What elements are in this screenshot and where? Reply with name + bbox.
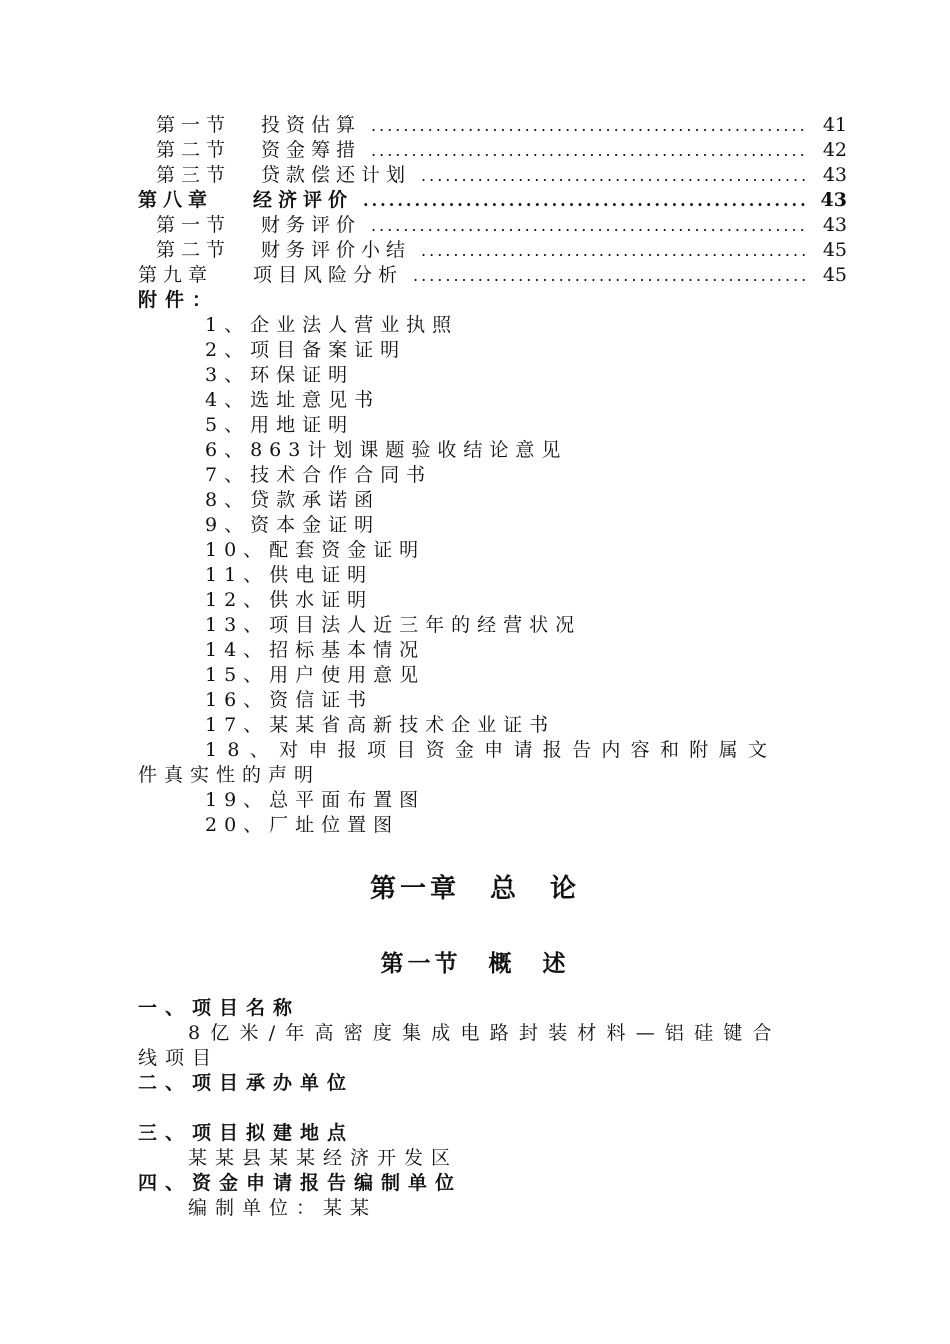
list-item: 4、选址意见书: [205, 389, 381, 411]
list-item: 16、资信证书: [205, 689, 374, 711]
item3-text: 某某县某某经济开发区: [188, 1147, 459, 1169]
toc-title: 投资估算: [261, 114, 362, 136]
toc-title: 项目风险分析: [253, 264, 404, 286]
toc-leader: [421, 163, 809, 188]
toc-page: 43: [822, 164, 847, 186]
toc-row: [138, 163, 847, 188]
toc-label: 第一节: [156, 114, 232, 136]
toc-page: 45: [822, 264, 847, 286]
list-item: 17、某某省高新技术企业证书: [205, 714, 556, 736]
item1-line2: 线项目: [138, 1047, 220, 1069]
toc-label: 第八章: [138, 189, 214, 211]
list-item: 11、供电证明: [205, 564, 374, 586]
list-item: 9、资本金证明: [205, 514, 381, 536]
toc-page: 43: [822, 214, 847, 236]
section-title: 第一节 概 述: [380, 951, 570, 977]
list-item: 19、总平面布置图: [205, 789, 426, 811]
toc-label: 第二节: [156, 239, 232, 261]
item1-line1: 8亿米/年高密度集成电路封装材料—铝硅键合: [188, 1022, 782, 1044]
attachment-18-continued: 件真实性的声明: [138, 764, 321, 786]
toc-title: 经济评价: [253, 189, 354, 211]
item2-heading: 二、项目承办单位: [138, 1072, 355, 1094]
toc-label: 第三节: [156, 164, 232, 186]
list-item: 3、环保证明: [205, 364, 355, 386]
list-item: 5、用地证明: [205, 414, 355, 436]
toc-title: 财务评价小结: [261, 239, 412, 261]
toc-label: 第一节: [156, 214, 232, 236]
list-item: 2、项目备案证明: [205, 339, 407, 361]
list-item: 10、配套资金证明: [205, 539, 426, 561]
toc-label: 第二节: [156, 139, 232, 161]
item4-text: 编制单位：某某: [188, 1197, 378, 1219]
toc-page: 41: [822, 114, 847, 136]
list-item: 14、招标基本情况: [205, 639, 426, 661]
toc-leader: [371, 113, 809, 138]
toc-row-chapter: [138, 263, 847, 288]
toc-row: [138, 138, 847, 163]
toc-row: [138, 113, 847, 138]
item1-heading: 一、项目名称: [138, 997, 301, 1019]
list-item: 1、企业法人营业执照: [205, 314, 459, 336]
list-item: 8、贷款承诺函: [205, 489, 381, 511]
toc-leader: [363, 188, 809, 213]
toc-title: 贷款偿还计划: [261, 164, 412, 186]
attachments-heading: 附件：: [138, 289, 220, 311]
toc-page: 42: [822, 139, 847, 161]
toc-label: 第九章: [138, 264, 214, 286]
item4-heading: 四、资金申请报告编制单位: [138, 1172, 463, 1194]
attachments-list: [205, 313, 777, 838]
toc-row: [138, 238, 847, 263]
list-item: 18、对申报项目资金申请报告内容和附属文: [205, 739, 778, 761]
toc-leader: [371, 138, 809, 163]
toc-row: [138, 213, 847, 238]
toc-page: 43: [820, 189, 847, 211]
chapter-title: 第一章 总 论: [369, 874, 580, 904]
toc-title: 财务评价: [261, 214, 362, 236]
toc-leader: [371, 213, 809, 238]
toc-row-chapter: [138, 188, 847, 213]
item3-heading: 三、项目拟建地点: [138, 1122, 355, 1144]
toc-title: 资金筹措: [261, 139, 362, 161]
list-item: 20、厂址位置图: [205, 814, 400, 836]
list-item: 12、供水证明: [205, 589, 374, 611]
list-item: 7、技术合作合同书: [205, 464, 433, 486]
toc-leader: [421, 238, 809, 263]
toc-page: 45: [822, 239, 847, 261]
toc-leader: [413, 263, 809, 288]
list-item: 15、用户使用意见: [205, 664, 426, 686]
list-item: 13、项目法人近三年的经营状况: [205, 614, 582, 636]
list-item: 6、863计划课题验收结论意见: [205, 439, 568, 461]
